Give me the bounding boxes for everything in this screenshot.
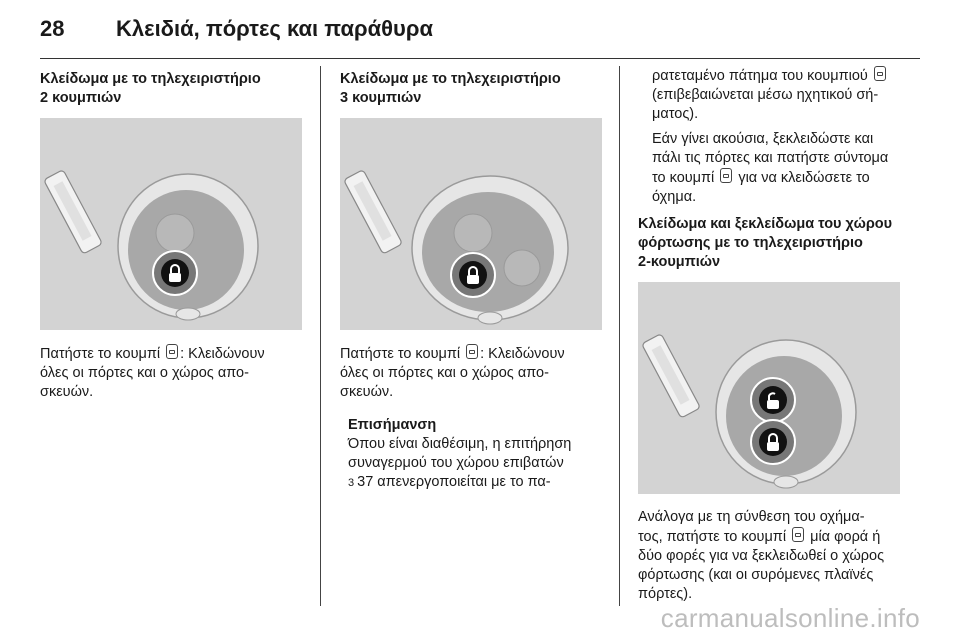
- page-title: Κλειδιά, πόρτες και παράθυρα: [116, 16, 433, 41]
- lock-button-icon: [466, 344, 478, 359]
- header-divider: [40, 58, 920, 59]
- column-1: Κλείδωμα με το τηλεχειριστήριο 2 κουμπιών Πατήστε το κουμπί : Κλειδώνουν όλες οι πόρτες και ο χώρος απο- σκευών.: [40, 70, 306, 402]
- column-divider-2: [619, 66, 620, 606]
- lock-button-icon: [792, 527, 804, 542]
- key-3-button-illustration: [340, 118, 602, 330]
- page-number: 28: [40, 16, 65, 41]
- page-reference-arrow-icon: 3: [348, 477, 355, 489]
- lock-button-icon: [166, 344, 178, 359]
- section-heading-3-button-lock: Κλείδωμα με το τηλεχειριστήριο 3 κουμπιών: [340, 71, 561, 106]
- note-box: Επισήμανση Όπου είναι διαθέσιμη, η επιτήρηση συναγερμού του χώρου επιβατών 3 37 απενεργοποιείται με το πα-: [340, 416, 606, 493]
- note-continuation: ρατεταμένο πάτημα του κουμπιού (επιβεβαιώνεται μέσω ηχητικού σή- ματος). Εάν γίνει ακούσια, ξεκλειδώστε και πάλι τις πόρτες και πατήστε σύντομα το κουμπί για να κλειδώσετε το όχημα.: [652, 68, 889, 205]
- section-heading-cargo-lock: Κλείδωμα και ξεκλείδωμα του χώρου φόρτωσης με το τηλεχειριστήριο 2-κουμπιών: [638, 216, 893, 270]
- key-2-button-cargo-illustration: [638, 282, 900, 494]
- watermark: carmanualsonline.info: [660, 603, 920, 633]
- lock-button-icon: [720, 168, 732, 183]
- section-heading-2-button-lock: Κλείδωμα με το τηλεχειριστήριο 2 κουμπιών: [40, 71, 261, 106]
- key-2-button-illustration: [40, 118, 302, 330]
- note-title: Επισήμανση: [348, 417, 437, 433]
- lock-button-icon: [874, 66, 886, 81]
- column-divider-1: [320, 66, 321, 606]
- column-3: ρατεταμένο πάτημα του κουμπιού (επιβεβαιώνεται μέσω ηχητικού σή- ματος). Εάν γίνει ακούσια, ξεκλειδώστε και πάλι τις πόρτες και πατήστε σύντομα το κουμπί για να κλειδώσετε το όχημα. Κλείδωμα και ξεκλείδωμα του χώρου φόρτωσης με το τηλεχειριστήριο 2-κουμπιών Ανάλογα με τη σύνθεση του οχήμα- τος, πατήστε το κουμπί μία φορά ή δύο φορές για να ξεκλειδωθεί ο χώρος φόρτωσης (και οι συρόμενες πλαϊνές πόρτες).: [638, 66, 904, 604]
- column-2: Κλείδωμα με το τηλεχειριστήριο 3 κουμπιών Πατήστε το κουμπί : Κλειδώνουν όλες οι πόρτες και ο χώρος απο- σκευών. Επισήμανση Όπου είναι διαθέσιμη, η επιτήρηση συναγερμού του χώρου επιβατών 3 37 απενεργοποιείται με το πα-: [340, 70, 606, 493]
